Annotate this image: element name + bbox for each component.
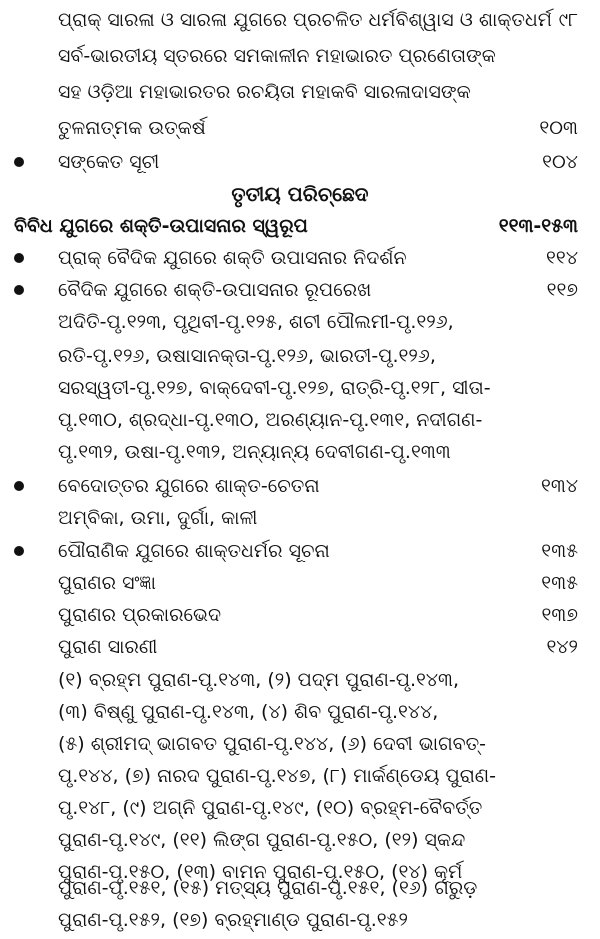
toc-entry-text: ସର୍ବ-ଭାରତୀୟ ସ୍ତରରେ ସମକାଳୀନ ମହାଭାରତ ପ୍ରଣେତାଙ୍କ (58, 45, 496, 67)
toc-entry-text: ସହ ଓଡ଼ିଆ ମହାଭାରତର ରଚୟିତା ମହାକବି ସାରଳାଦାସଙ୍କ (58, 81, 471, 103)
toc-entry-text: ପୃ.୧୩୦, ଶ୍ରଦ୍ଧା-ପୃ.୧୩୦, ଅରଣ୍ୟାନ-ପୃ.୧୩୧, ନଦୀଗଣ- (58, 409, 483, 431)
toc-entry-page: ୧୧୪ (546, 247, 578, 269)
toc-entry-page: ୯୮ (558, 9, 578, 31)
bullet-icon (14, 481, 24, 491)
bullet-icon (14, 546, 24, 556)
section-heading: ବିବିଧ ଯୁଗରେ ଶକ୍ତି-ଉପାସନାର ସ୍ୱରୂପ (14, 215, 308, 237)
toc-entry-text: ପୁରାଣର ପ୍ରକାରଭେଦ (58, 604, 222, 626)
toc-entry-text: (୧) ବ୍ରହ୍ମ ପୁରାଣ-ପୃ.୧୪୩, (୨) ପଦ୍ମ ପୁରାଣ-ପୃ.୧୪୩, (58, 669, 460, 691)
toc-entry-text: ପ୍ରାକ୍ ବୈଦିକ ଯୁଗରେ ଶକ୍ତି ଉପାସନାର ନିଦର୍ଶନ (58, 247, 407, 269)
toc-entry-text: ରତି-ପୃ.୧୨୬, ଉଷାସାନକ୍ତା-ପୃ.୧୨୬, ଭାରତୀ-ପୃ.୧୨୬, (58, 345, 436, 367)
toc-entry-text: ସରସ୍ୱତୀ-ପୃ.୧୨୭, ବାକ୍‌ଦେବୀ-ପୃ.୧୨୭, ରାତ୍ରି-ପୃ.୧୨୮, ସୀତା- (58, 377, 491, 399)
toc-entry-page: ୧୩୭ (541, 604, 578, 626)
toc-entry-text: ପୁରାଣ-ପୃ.୧୫୦, (୧୩) ବାମନ ପୁରାଣ-ପୃ.୧୫୦, (୧୪) କୂର୍ମ (58, 861, 463, 883)
toc-entry-page: ୧୧୭ (546, 279, 578, 301)
toc-entry-text: (୩) ବିଷ୍ଣୁ ପୁରାଣ-ପୃ.୧୪୩, (୪) ଶିବ ପୁରାଣ-ପୃ.୧୪୪, (58, 701, 439, 723)
bullet-icon (14, 157, 24, 167)
toc-entry-text: ଅଦିତି-ପୃ.୧୨୩, ପୃଥିବୀ-ପୃ.୧୨୫, ଶଚୀ ପୌଲମୀ-ପୃ.୧୨୬, (58, 311, 454, 333)
toc-entry-page: ୧୦୩ (539, 117, 578, 139)
toc-entry-page: ୧୩୪ (540, 475, 578, 497)
chapter-heading: ତୃତୀୟ ପରିଚ୍ଛେଦ (231, 182, 369, 206)
toc-entry-text: ପୃ.୧୪୮, (୯) ଅଗ୍ନି ପୁରାଣ-ପୃ.୧୪୯, (୧୦) ବ୍ରହ୍ମ-ବୈବର୍ତ୍ତ (58, 797, 483, 819)
toc-entry-text: ପୁରାଣ ସାରଣୀ (58, 636, 158, 658)
toc-entry-text: ବୈଦିକ ଯୁଗରେ ଶକ୍ତି-ଉପାସନାର ରୂପରେଖ (58, 279, 372, 301)
toc-entry-page: ୧୪୨ (546, 636, 578, 658)
toc-entry-text: ପୁରାଣ-ପୃ.୧୪୯, (୧୧) ଲିଙ୍ଗ ପୁରାଣ-ପୃ.୧୫୦, (୧୨) ସ୍କନ୍ଦ (58, 829, 466, 851)
toc-entry-text: ବେଦୋତ୍ତର ଯୁଗରେ ଶାକ୍ତ-ଚେତନା (58, 475, 320, 497)
toc-entry-page: ୧୩୫ (541, 540, 578, 562)
toc-entry-page: ୧୦୪ (542, 151, 578, 173)
section-page-range: ୧୧୩-୧୫୩ (498, 215, 578, 237)
toc-entry-text: ତୁଳନାତ୍ମକ ଉତ୍କର୍ଷ (58, 117, 206, 139)
toc-entry-page: ୧୩୫ (541, 572, 578, 594)
toc-entry-text: ସଙ୍କେତ ସୂଚୀ (58, 151, 160, 173)
toc-entry-text: ପୁରାଣ-ପୃ.୧୫୧, (୧୫) ମତ୍ସ୍ୟ ପୁରାଣ-ପୃ.୧୫୧, (୧୬) ଗରୁଡ଼ (58, 877, 478, 899)
toc-entry-text: (୫) ଶ୍ରୀମଦ୍ ଭାଗବତ ପୁରାଣ-ପୃ.୧୪୪, (୬) ଦେବୀ ଭାଗବତ୍- (58, 733, 487, 755)
toc-entry-text: ପୃ.୧୩୨, ଉଷା-ପୃ.୧୩୨, ଅନ୍ୟାନ୍ୟ ଦେବୀଗଣ-ପୃ.୧୩୩ (58, 441, 451, 463)
bullet-icon (14, 253, 24, 263)
toc-entry-text: ପୌରାଣିକ ଯୁଗରେ ଶାକ୍ତଧର୍ମର ସୂଚନା (58, 540, 330, 562)
toc-entry-text: ପୃ.୧୪୪, (୭) ନାରଦ ପୁରାଣ-ପୃ.୧୪୭, (୮) ମାର୍କଣ୍ଡେୟ ପୁରାଣ- (58, 765, 497, 787)
toc-entry-text: ପୁରାଣର ସଂଜ୍ଞା (58, 572, 156, 594)
toc-entry-text: ପ୍ରାକ୍ ସାରଳା ଓ ସାରଳା ଯୁଗରେ ପ୍ରଚଳିତ ଧର୍ମବିଶ୍ୱାସ ଓ ଶାକ୍ତଧର୍ମ (58, 9, 552, 31)
bullet-icon (14, 285, 24, 295)
toc-entry-text: ପୁରାଣ-ପୃ.୧୫୨, (୧୭) ବ୍ରହ୍ମାଣ୍ଡ ପୁରାଣ-ପୃ.୧୫୨ (58, 909, 408, 931)
toc-entry-text: ଅମ୍ବିକା, ଉମା, ଦୁର୍ଗା, କାଳୀ (58, 507, 258, 529)
